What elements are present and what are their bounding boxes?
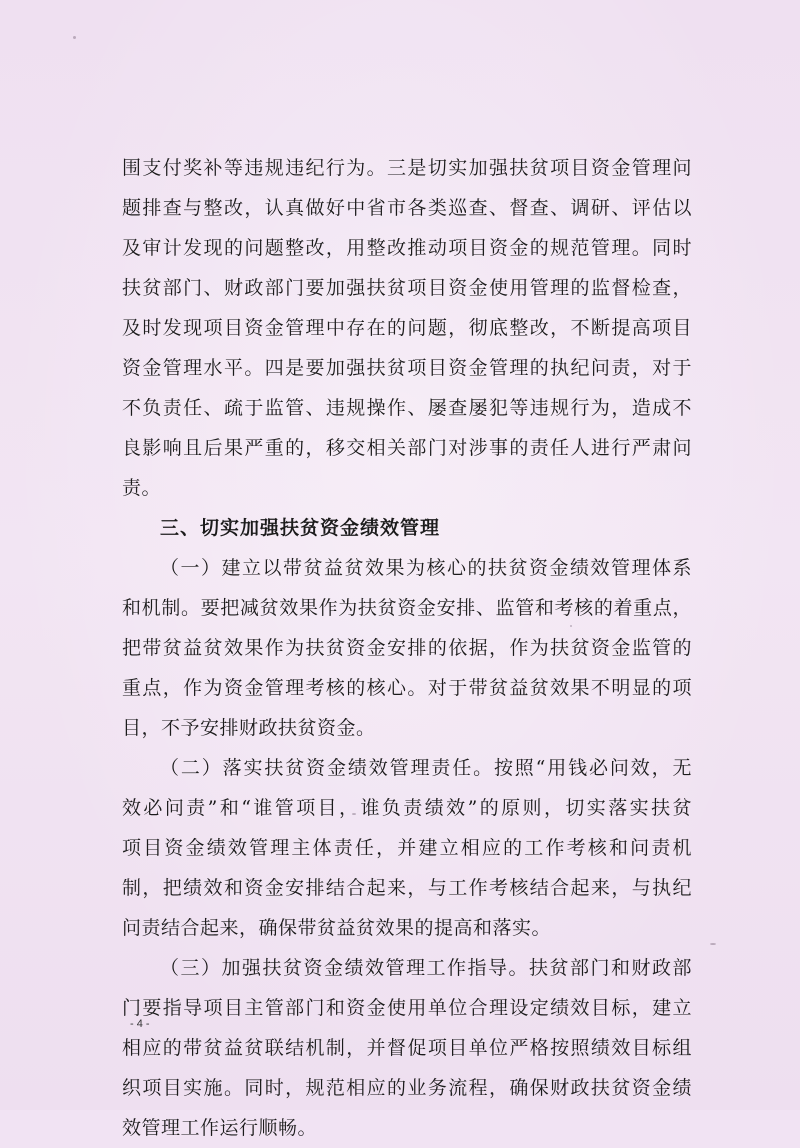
section-heading: 三、切实加强扶贫资金绩效管理 [160,517,441,539]
paragraph-line: 围支付奖补等违规违纪行为。三是切实加强扶贫项目资金管理问 [122,157,692,179]
document-body [122,148,692,1148]
paragraph-line: 把带贫益贫效果作为扶贫资金安排的依据，作为扶贫资金监管的 [122,637,692,659]
paragraph-line: 效必问责”和“谁管项目，谁负责绩效”的原则，切实落实扶贫 [122,797,692,819]
paragraph-line: 织项目实施。同时，规范相应的业务流程，确保财政扶贫资金绩 [122,1077,692,1099]
paragraph-line: （三）加强扶贫资金绩效管理工作指导。扶贫部门和财政部 [160,957,692,979]
scan-speck [710,943,716,945]
paragraph-line: 相应的带贫益贫联结机制，并督促项目单位严格按照绩效目标组 [122,1037,692,1059]
paragraph-line: 及时发现项目资金管理中存在的问题，彻底整改，不断提高项目 [122,317,692,339]
scan-speck [73,36,76,39]
paragraph-line: 效管理工作运行顺畅。 [122,1117,318,1139]
paragraph-line: 题排查与整改，认真做好中省市各类巡查、督查、调研、评估以 [122,197,692,219]
paragraph-line: 目，不予安排财政扶贫资金。 [122,717,376,739]
paragraph-line: 及审计发现的问题整改，用整改推动项目资金的规范管理。同时 [122,237,692,259]
page-number: - 4 - [130,1018,150,1030]
paragraph-line: （二）落实扶贫资金绩效管理责任。按照“用钱必问效，无 [160,757,692,779]
paragraph-line: （一）建立以带贫益贫效果为核心的扶贫资金绩效管理体系 [160,557,692,579]
paragraph-line: 制，把绩效和资金安排结合起来，与工作考核结合起来，与执纪 [122,877,692,899]
paragraph-line: 问责结合起来，确保带贫益贫效果的提高和落实。 [122,917,552,939]
paragraph-line: 资金管理水平。四是要加强扶贫项目资金管理的执纪问责，对于 [122,357,692,379]
paragraph-line: 和机制。要把减贫效果作为扶贫资金安排、监管和考核的着重点， [122,597,692,619]
paragraph-line: 项目资金绩效管理主体责任，并建立相应的工作考核和问责机 [122,837,692,859]
paragraph-line: 门要指导项目主管部门和资金使用单位合理设定绩效目标，建立 [122,997,692,1019]
paragraph-line: 重点，作为资金管理考核的核心。对于带贫益贫效果不明显的项 [122,677,692,699]
paragraph-line: 不负责任、疏于监管、违规操作、屡查屡犯等违规行为，造成不 [122,397,692,419]
paragraph-line: 责。 [122,477,162,499]
paragraph-line: 良影响且后果严重的，移交相关部门对涉事的责任人进行严肃问 [122,437,692,459]
paragraph-line: 扶贫部门、财政部门要加强扶贫项目资金使用管理的监督检查， [122,277,692,299]
